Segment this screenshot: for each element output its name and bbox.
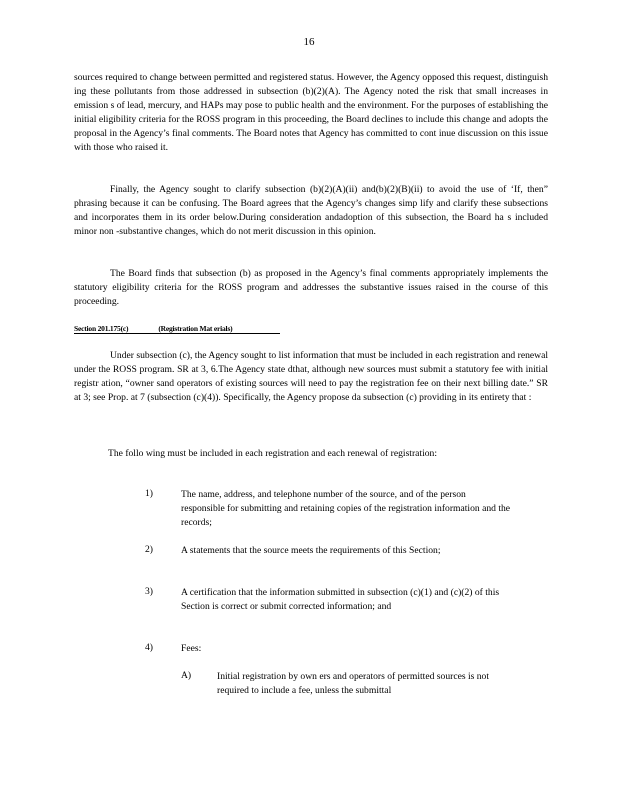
item-1-text: The name, address, and telephone number of the source, and of the person responsible for submitting and retaining copies of the registration information and the records; <box>181 489 511 528</box>
subitem-a-text: Initial registration by own ers and operators of permitted sources is not required to include a fee, unless the submittal <box>217 671 490 696</box>
paragraph-3: The Board finds that subsection (b) as proposed in the Agency’s final comments appropriately implements the statutory eligibility criteria for the ROSS program and addresses the substantive issues raised in the course of this proceeding. <box>74 268 548 307</box>
section-title: (Registration Mat erials) <box>158 324 233 333</box>
paragraph-2: Finally, the Agency sought to clarify subsection (b)(2)(A)(ii) and(b)(2)(B)(ii) to avoid the use of ‘If, then” phrasing because it can be confusing. The Board agrees that the Agency’s changes simp lify and clarify these subsections and incorporates them in its order below.During consideration andadoption of this subsection, the Board ha s included minor non -substantive changes, which do not merit discussion in this opinion. <box>74 184 548 237</box>
section-number: Section 201.175(c) <box>74 324 129 333</box>
item-3-text: A certification that the information submitted in subsection (c)(1) and (c)(2) of this Section is correct or submit corrected information; and <box>181 587 500 612</box>
item-2-number: 2) <box>145 544 153 555</box>
page-number: 16 <box>303 36 315 48</box>
paragraph-1: sources required to change between permitted and registered status. However, the Agency opposed this request, distinguish ing these pollutants from those addressed in subsection (b)(2)(A). The Agency noted the risk that small increases in emission s of lead, mercury, and HAPs may pose to public health and the environment. For the purposes of establishing the initial eligibility criteria for the ROSS program in this proceeding, the Board declines to include this change and adopts the proposal in the Agency’s final comments. The Board notes that Agency has committed to cont inue discussion on this issue with those who raised it. <box>74 72 548 153</box>
subitem-a-number: A) <box>181 670 192 681</box>
item-4-text: Fees: <box>181 643 202 654</box>
item-1-number: 1) <box>145 488 153 499</box>
item-3-number: 3) <box>145 586 153 597</box>
item-4-number: 4) <box>145 642 153 653</box>
paragraph-4: Under subsection (c), the Agency sought to list information that must be included in each registration and renewal under the ROSS program. SR at 3, 6.The Agency state dthat, although new sources must submit a statutory fee with initial registr ation, “owner sand operators of existing sources will need to pay the registration fee on their next billing date.” SR at 3; see Prop. at 7 (subsection (c)(4)). Specifically, the Agency propose da subsection (c) providing in its entirety that : <box>74 350 548 403</box>
quote-intro: The follo wing must be included in each registration and each renewal of registration: <box>108 448 438 459</box>
item-2-text: A statements that the source meets the requirements of this Section; <box>181 545 441 556</box>
section-heading <box>74 324 280 334</box>
